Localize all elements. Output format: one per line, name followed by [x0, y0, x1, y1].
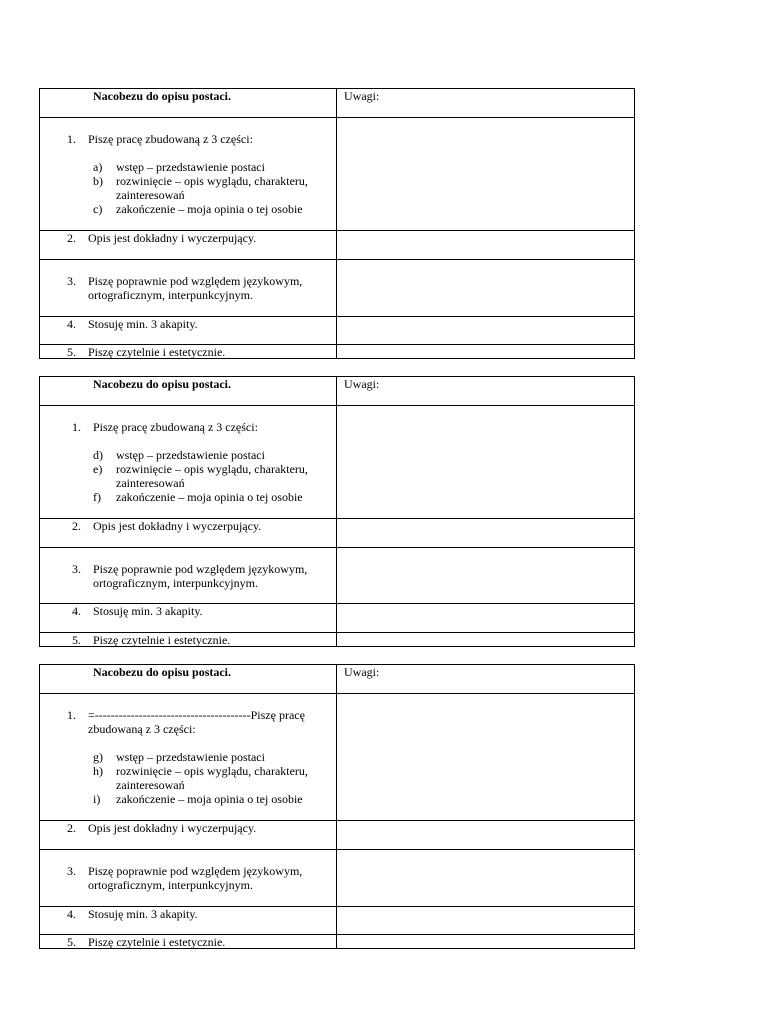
remarks-cell[interactable] — [337, 519, 635, 548]
sub-text: wstęp – przedstawienie postaci — [116, 448, 265, 462]
criterion-number: 5. — [67, 935, 76, 949]
remarks-header: Uwagi: — [337, 89, 635, 118]
criteria-table-3 — [39, 664, 635, 949]
table-header-row — [40, 89, 635, 118]
criterion-row-3 — [40, 850, 635, 907]
criterion-text: Piszę poprawnie pod względem językowym, ortograficznym, interpunkcyjnym. — [88, 864, 303, 892]
sub-text: zakończenie – moja opinia o tej osobie — [116, 202, 303, 216]
criterion-text: Piszę czytelnie i estetycznie. — [93, 633, 231, 647]
sub-text: zakończenie – moja opinia o tej osobie — [116, 792, 303, 806]
criterion-number: 2. — [67, 231, 76, 245]
criterion-row-2 — [40, 231, 635, 260]
table-title: Nacobezu do opisu postaci. — [40, 377, 337, 406]
sub-text: wstęp – przedstawienie postaci — [116, 750, 265, 764]
criterion-row-1 — [40, 118, 635, 231]
criterion-row-3 — [40, 548, 635, 604]
criterion-cell-5 — [40, 345, 337, 359]
remarks-cell[interactable] — [337, 345, 635, 359]
sub-text: wstęp – przedstawienie postaci — [116, 160, 265, 174]
criterion-cell-3 — [40, 548, 337, 604]
sub-letter: i) — [93, 792, 101, 806]
criterion-number: 2. — [67, 821, 76, 835]
sub-letter: e) — [93, 462, 103, 476]
sub-letter: f) — [93, 490, 101, 504]
remarks-cell[interactable] — [337, 850, 635, 907]
sub-text: rozwinięcie – opis wyglądu, charakteru, zainteresowań — [116, 462, 308, 490]
criterion-row-5 — [40, 345, 635, 359]
criterion-row-4 — [40, 907, 635, 935]
criterion-cell-1 — [40, 118, 337, 231]
sub-letter: b) — [93, 174, 103, 188]
sub-letter: a) — [93, 160, 103, 174]
criterion-number: 4. — [72, 604, 81, 618]
criterion-cell-1 — [40, 406, 337, 519]
criterion-text: Stosuję min. 3 akapity. — [88, 907, 198, 921]
criterion-number: 3. — [72, 562, 81, 576]
criterion-cell-3 — [40, 850, 337, 907]
criterion-text: Piszę czytelnie i estetycznie. — [88, 935, 226, 949]
criterion-text: Piszę czytelnie i estetycznie. — [88, 345, 226, 359]
criterion-number: 4. — [67, 907, 76, 921]
remarks-cell[interactable] — [337, 260, 635, 317]
criterion-text: Stosuję min. 3 akapity. — [93, 604, 203, 618]
table-header-row — [40, 665, 635, 694]
criterion-number: 1. — [72, 420, 81, 434]
criterion-text: =---------------------------------------Piszę pracę zbudowaną z 3 części: — [88, 708, 305, 736]
criterion-row-5 — [40, 633, 635, 647]
criterion-text: Stosuję min. 3 akapity. — [88, 317, 198, 331]
criterion-text: Piszę poprawnie pod względem językowym, ortograficznym, interpunkcyjnym. — [93, 562, 308, 590]
criterion-cell-5 — [40, 633, 337, 647]
criterion-row-3 — [40, 260, 635, 317]
remarks-cell[interactable] — [337, 317, 635, 345]
remarks-cell[interactable] — [337, 406, 635, 519]
sub-text: rozwinięcie – opis wyglądu, charakteru, zainteresowań — [116, 764, 308, 792]
criterion-cell-2 — [40, 821, 337, 850]
remarks-cell[interactable] — [337, 231, 635, 260]
criterion-text: Opis jest dokładny i wyczerpujący. — [88, 231, 257, 245]
criterion-number: 4. — [67, 317, 76, 331]
criteria-table-2 — [39, 376, 635, 647]
remarks-cell[interactable] — [337, 907, 635, 935]
criterion-number: 2. — [72, 519, 81, 533]
table-title: Nacobezu do opisu postaci. — [40, 665, 337, 694]
criterion-text: Piszę pracę zbudowaną z 3 części: — [88, 132, 253, 146]
sub-text: rozwinięcie – opis wyglądu, charakteru, zainteresowań — [116, 174, 308, 202]
criterion-cell-4 — [40, 604, 337, 633]
criterion-cell-2 — [40, 231, 337, 260]
criterion-row-4 — [40, 604, 635, 633]
criterion-cell-2 — [40, 519, 337, 548]
criterion-row-5 — [40, 935, 635, 949]
criterion-row-1 — [40, 406, 635, 519]
sub-letter: h) — [93, 764, 103, 778]
criterion-cell-5 — [40, 935, 337, 949]
remarks-cell[interactable] — [337, 633, 635, 647]
criterion-number: 5. — [72, 633, 81, 647]
criterion-number: 1. — [67, 132, 76, 146]
criterion-number: 3. — [67, 864, 76, 878]
remarks-cell[interactable] — [337, 821, 635, 850]
criteria-table-1 — [39, 88, 635, 359]
criterion-cell-4 — [40, 907, 337, 935]
criterion-row-1 — [40, 694, 635, 821]
criterion-number: 1. — [67, 708, 76, 722]
remarks-header: Uwagi: — [337, 377, 635, 406]
criterion-text: Opis jest dokładny i wyczerpujący. — [88, 821, 257, 835]
table-title: Nacobezu do opisu postaci. — [40, 89, 337, 118]
remarks-cell[interactable] — [337, 935, 635, 949]
remarks-cell[interactable] — [337, 548, 635, 604]
sub-text: zakończenie – moja opinia o tej osobie — [116, 490, 303, 504]
criterion-text: Piszę pracę zbudowaną z 3 części: — [93, 420, 258, 434]
table-header-row — [40, 377, 635, 406]
criterion-cell-4 — [40, 317, 337, 345]
criterion-number: 3. — [67, 274, 76, 288]
sub-letter: c) — [93, 202, 103, 216]
remarks-header: Uwagi: — [337, 665, 635, 694]
remarks-cell[interactable] — [337, 694, 635, 821]
criterion-number: 5. — [67, 345, 76, 359]
criterion-text: Piszę poprawnie pod względem językowym, ortograficznym, interpunkcyjnym. — [88, 274, 303, 302]
remarks-cell[interactable] — [337, 118, 635, 231]
sub-letter: d) — [93, 448, 103, 462]
remarks-cell[interactable] — [337, 604, 635, 633]
criterion-row-4 — [40, 317, 635, 345]
criterion-row-2 — [40, 519, 635, 548]
criterion-row-2 — [40, 821, 635, 850]
criterion-text: Opis jest dokładny i wyczerpujący. — [93, 519, 262, 533]
sub-letter: g) — [93, 750, 103, 764]
criterion-cell-3 — [40, 260, 337, 317]
criterion-cell-1 — [40, 694, 337, 821]
